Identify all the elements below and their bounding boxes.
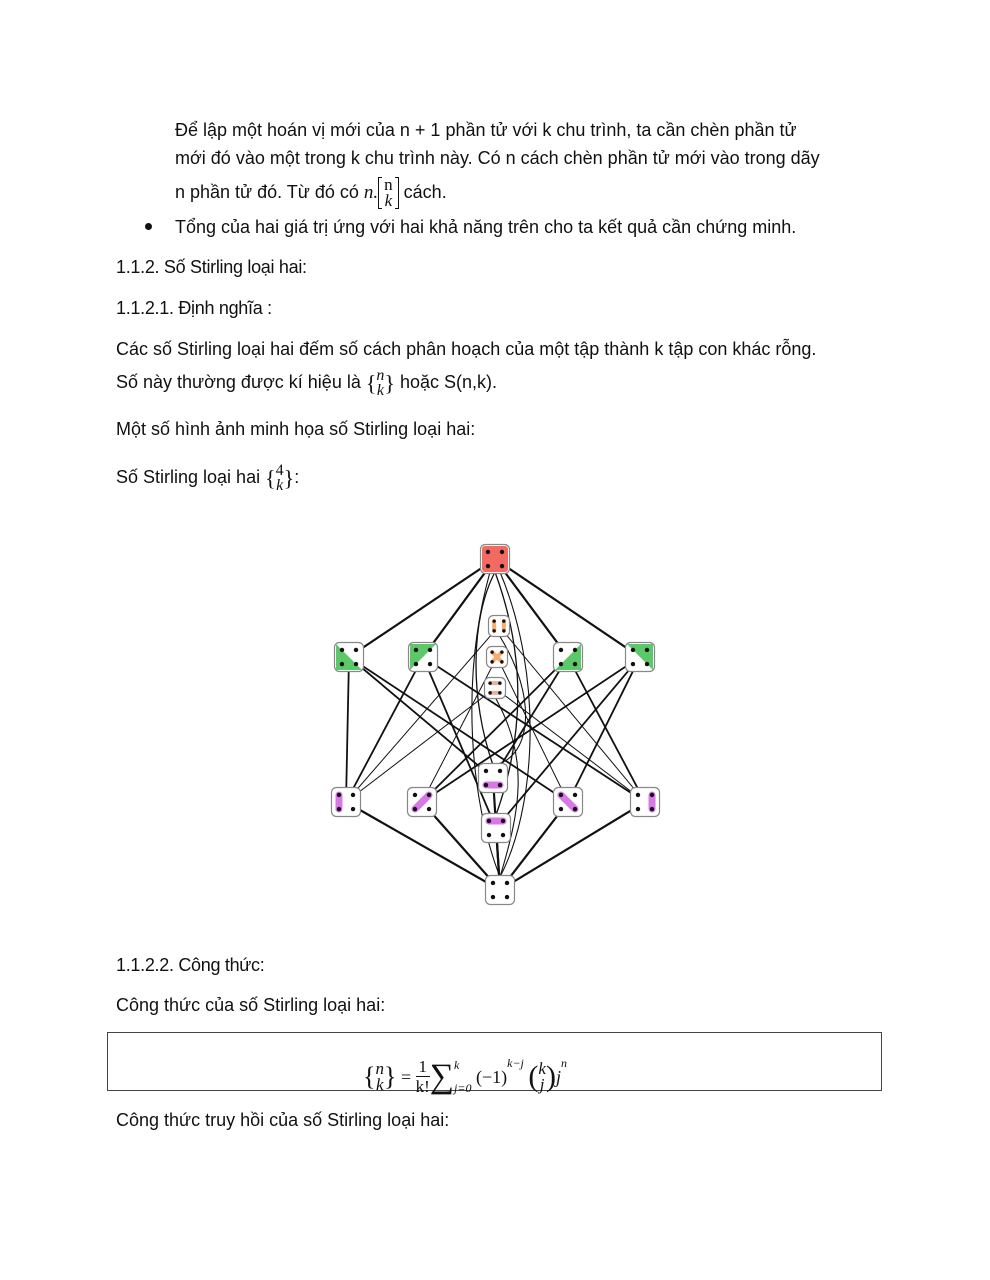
partition-node-o1 [489,616,510,637]
partition-node-g4 [626,643,655,672]
node-dot-3 [354,662,358,666]
heading-1-1-2-1: 1.1.2.1. Định nghĩa : [116,298,272,318]
node-dot-1 [505,881,509,885]
paragraph-line-2: mới đó vào một trong k chu trình này. Có n cách chèn phần tử mới vào trong dãy [175,148,820,168]
brace-left: { [365,370,377,396]
node-dot-0 [484,769,488,773]
node-dot-0 [631,648,635,652]
brace-left-2: { [265,465,276,491]
edge-g1-v1 [346,657,349,802]
node-dot-1 [502,619,505,622]
partition-node-g1 [335,643,364,672]
node-dot-0 [487,819,491,823]
node-dot-3 [500,564,504,568]
definition-line-2-text: Số này thường được kí hiệu là [116,372,361,392]
node-dot-2 [491,895,495,899]
node-dot-0 [340,648,344,652]
node-dot-3 [650,807,654,811]
node-dot-3 [351,807,355,811]
partition-node-o3 [485,678,506,699]
node-dot-3 [573,662,577,666]
node-dot-3 [502,629,505,632]
node-dot-0 [492,619,495,622]
node-dot-0 [559,648,563,652]
partition-node-g3 [554,643,583,672]
node-dot-2 [486,564,490,568]
formula-box [107,1032,882,1096]
formula-term: (−1) [475,1066,508,1087]
binomial [538,1058,546,1094]
formula-tail-exp: n [560,1056,567,1070]
node-dot-3 [645,662,649,666]
paragraph-line-3-cach: cách. [403,182,447,202]
node-dot-1 [500,650,503,653]
node-dot-2 [484,783,488,787]
formula-tail: j [555,1066,561,1087]
sum-upper: k [454,1058,460,1073]
brace-right: } [384,370,395,396]
node-dot-2 [559,807,563,811]
node-dot-2 [337,807,341,811]
formula-equals: = [400,1066,412,1087]
node-dot-3 [505,895,509,899]
node-dot-1 [645,648,649,652]
node-dot-2 [488,691,491,694]
paragraph-line-3 [175,174,447,211]
node-dot-2 [492,629,495,632]
node-dot-0 [486,550,490,554]
partition-lattice-diagram [320,530,670,915]
formula-lhs-top: n [375,1058,384,1078]
node-dot-1 [498,769,502,773]
node-dot-1 [351,793,355,797]
lattice-nodes [332,545,660,905]
node-dot-3 [500,660,503,663]
stirling4-top: 4 [275,462,284,480]
partition-node-v3 [554,788,583,817]
node-dot-3 [498,783,502,787]
formula-fraction [415,1056,430,1096]
formula-exp: k−j [507,1056,524,1070]
node-frame [485,678,506,699]
illustration-line: Một số hình ảnh minh họa số Stirling loại hai: [116,419,476,439]
node-dot-2 [631,662,635,666]
partition-node-v4 [631,788,660,817]
node-dot-0 [337,793,341,797]
node-dot-2 [340,662,344,666]
formula-lhs-bottom: k [375,1074,384,1094]
node-dot-0 [636,793,640,797]
definition-line-1: Các số Stirling loại hai đếm số cách phân hoạch của một tập thành k tập con khác rỗng. [116,339,817,359]
edge-top-vc-curve [476,572,495,765]
sum-lower: j=0 [454,1080,472,1095]
edge-g2-v1 [346,657,423,802]
formula-intro: Công thức của số Stirling loại hai: [116,995,386,1015]
partition-node-top [481,545,510,574]
partition-node-o2 [487,647,508,668]
node-dot-3 [428,662,432,666]
bullet-text: Tổng của hai giá trị ứng với hai khả năng trên cho ta kết quả cần chứng minh. [175,217,797,237]
partition-node-g2 [409,643,438,672]
node-dot-1 [427,793,431,797]
paragraph-line-1: Để lập một hoán vị mới của n + 1 phần tử với k chu trình, ta cần chèn phần tử [175,120,797,140]
binom-bottom: j [539,1074,545,1094]
paragraph-line-3-text: n phần tử đó. Từ đó có [175,182,359,202]
node-dot-2 [559,662,563,666]
definition-line-2-tail: hoặc S(n,k). [400,372,498,392]
binom-paren-left: ( [528,1059,539,1093]
stirling4-colon: : [294,467,300,487]
brace-right-2: } [283,465,295,491]
math-n-dot: n. [363,182,379,203]
node-dot-0 [414,648,418,652]
node-dot-1 [501,819,505,823]
heading-1-1-2: 1.1.2. Số Stirling loại hai: [116,257,307,277]
partition-node-vc2 [482,814,511,843]
definition-line-2 [116,362,497,403]
node-dot-1 [498,681,501,684]
node-dot-3 [501,833,505,837]
partition-node-bot [486,876,515,905]
node-dot-1 [428,648,432,652]
node-dot-3 [427,807,431,811]
stirling-bottom: k [376,382,384,400]
node-dot-0 [413,793,417,797]
node-dot-3 [498,691,501,694]
node-dot-0 [490,650,493,653]
bracket-top: n [384,175,393,195]
formula-brace-left: { [363,1061,376,1091]
node-dot-0 [488,681,491,684]
stirling-top: n [376,367,385,385]
stirling4-line [116,456,299,499]
node-dot-1 [500,550,504,554]
recursive-intro: Công thức truy hồi của số Stirling loại hai: [116,1110,450,1130]
sum-limits [454,1054,471,1100]
lah-bracket-stack [382,177,395,209]
node-dot-1 [650,793,654,797]
node-fill [482,546,508,572]
sum-sign: ∑ [429,1057,455,1095]
node-dot-1 [573,648,577,652]
formula [363,1037,567,1096]
node-dot-1 [354,648,358,652]
binom-paren-right: ) [545,1059,556,1093]
bullet-dot [145,223,152,230]
binom-top: k [538,1058,546,1078]
node-dot-0 [491,881,495,885]
partition-node-vc [479,764,508,793]
fraction-denominator: k! [415,1076,430,1096]
bracket-right [395,177,399,209]
node-dot-2 [414,662,418,666]
bracket-bottom: k [384,191,393,211]
stirling4-text: Số Stirling loại hai [116,467,261,487]
node-dot-0 [559,793,563,797]
node-dot-2 [487,833,491,837]
stirling4-stack [276,463,284,493]
node-dot-1 [573,793,577,797]
node-dot-2 [413,807,417,811]
heading-1-1-2-2: 1.1.2.2. Công thức: [116,955,265,975]
formula-lhs [375,1058,384,1094]
partition-node-v2 [408,788,437,817]
node-dot-2 [636,807,640,811]
fraction-numerator: 1 [416,1059,430,1077]
node-dot-3 [573,807,577,811]
partition-node-v1 [332,788,361,817]
node-dot-2 [490,660,493,663]
node-frame [486,876,515,905]
node-frame [489,616,510,637]
stirling4-bottom: k [276,477,284,495]
formula-brace-right: } [383,1061,397,1091]
